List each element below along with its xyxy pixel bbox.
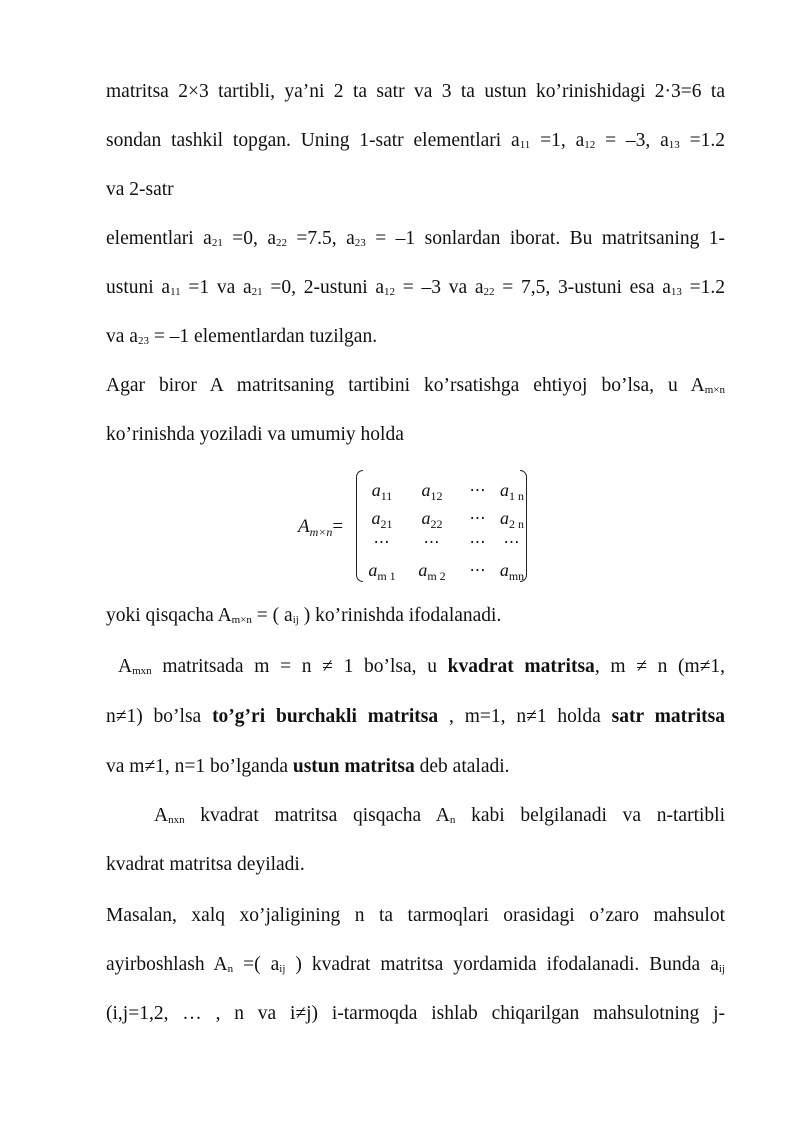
formula-lhs: $A_{m\times n}=$	[298, 516, 344, 539]
matrix-ellipsis: ⋯	[423, 534, 441, 551]
text-line: yoki qisqacha Am×n = ( aij ) ko’rinishda ifodalanadi.	[106, 605, 502, 626]
text-line: kvadrat matritsa deyiladi.	[106, 854, 305, 875]
text-line: va 2-satr	[106, 179, 174, 200]
text-line: (i,j=1,2, … , n va i≠j) i-tarmoqda ishlab chiqarilgan mahsulotning j-	[106, 1003, 725, 1024]
text-line: Masalan, xalq xo’jaligining n ta tarmoqlari orasidagi o’zaro mahsulot	[106, 905, 725, 926]
matrix-entry: $a_{mn}$	[499, 560, 525, 583]
matrix-formula	[298, 468, 538, 584]
text-line: ustuni a11 =1 va a21 =0, 2-ustuni a12 = –3 va a22 = 7,5, 3-ustuni esa a13 =1.2	[106, 277, 726, 298]
matrix-entry: $a_{2 n}$	[500, 508, 524, 531]
matrix-entry: $a_{21}$	[371, 508, 393, 531]
matrix-entry: $a_{m 2}$	[418, 560, 446, 583]
matrix-entry: $a_{1 n}$	[500, 480, 524, 503]
matrix-ellipsis: ⋯	[469, 510, 487, 527]
text-line: n≠1) bo’lsa to’g’ri burchakli matritsa , m=1, n≠1 holda satr matritsa	[106, 706, 725, 727]
text-line: elementlari a21 =0, a22 =7.5, a23 = –1 sonlardan iborat. Bu matritsaning 1-	[106, 228, 726, 249]
matrix-entry: $a_{m 1}$	[368, 560, 396, 583]
matrix-ellipsis: ⋯	[469, 562, 487, 579]
text-line: Amxn matritsada m = n ≠ 1 bo’lsa, u kvadrat matritsa, m ≠ n (m≠1,	[118, 656, 726, 677]
text-line: ko’rinishda yoziladi va umumiy holda	[106, 424, 404, 445]
text-line: va a23 = –1 elementlardan tuzilgan.	[106, 326, 378, 347]
matrix-ellipsis: ⋯	[503, 534, 521, 551]
matrix-ellipsis: ⋯	[469, 482, 487, 499]
matrix-entry: $a_{11}$	[371, 480, 393, 503]
text-line: ayirboshlash An =( aij ) kvadrat matritsa yordamida ifodalanadi. Bunda aij	[106, 954, 725, 975]
matrix-entry: $a_{12}$	[421, 480, 443, 503]
matrix-ellipsis: ⋯	[469, 534, 487, 551]
matrix-ellipsis: ⋯	[373, 534, 391, 551]
text-line: Agar biror A matritsaning tartibini ko’rsatishga ehtiyoj bo’lsa, u Am×n	[106, 375, 725, 396]
text-line: sondan tashkil topgan. Uning 1-satr elementlari a11 =1, a12 = –3, a13 =1.2	[106, 130, 725, 151]
matrix-entry: $a_{22}$	[421, 508, 443, 531]
text-line: Anxn kvadrat matritsa qisqacha An kabi belgilanadi va n-tartibli	[154, 805, 725, 826]
text-line: va m≠1, n=1 bo’lganda ustun matritsa deb ataladi.	[106, 756, 510, 777]
text-line: matritsa 2×3 tartibli, ya’ni 2 ta satr va 3 ta ustun ko’rinishidagi 2·3=6 ta	[106, 81, 725, 102]
